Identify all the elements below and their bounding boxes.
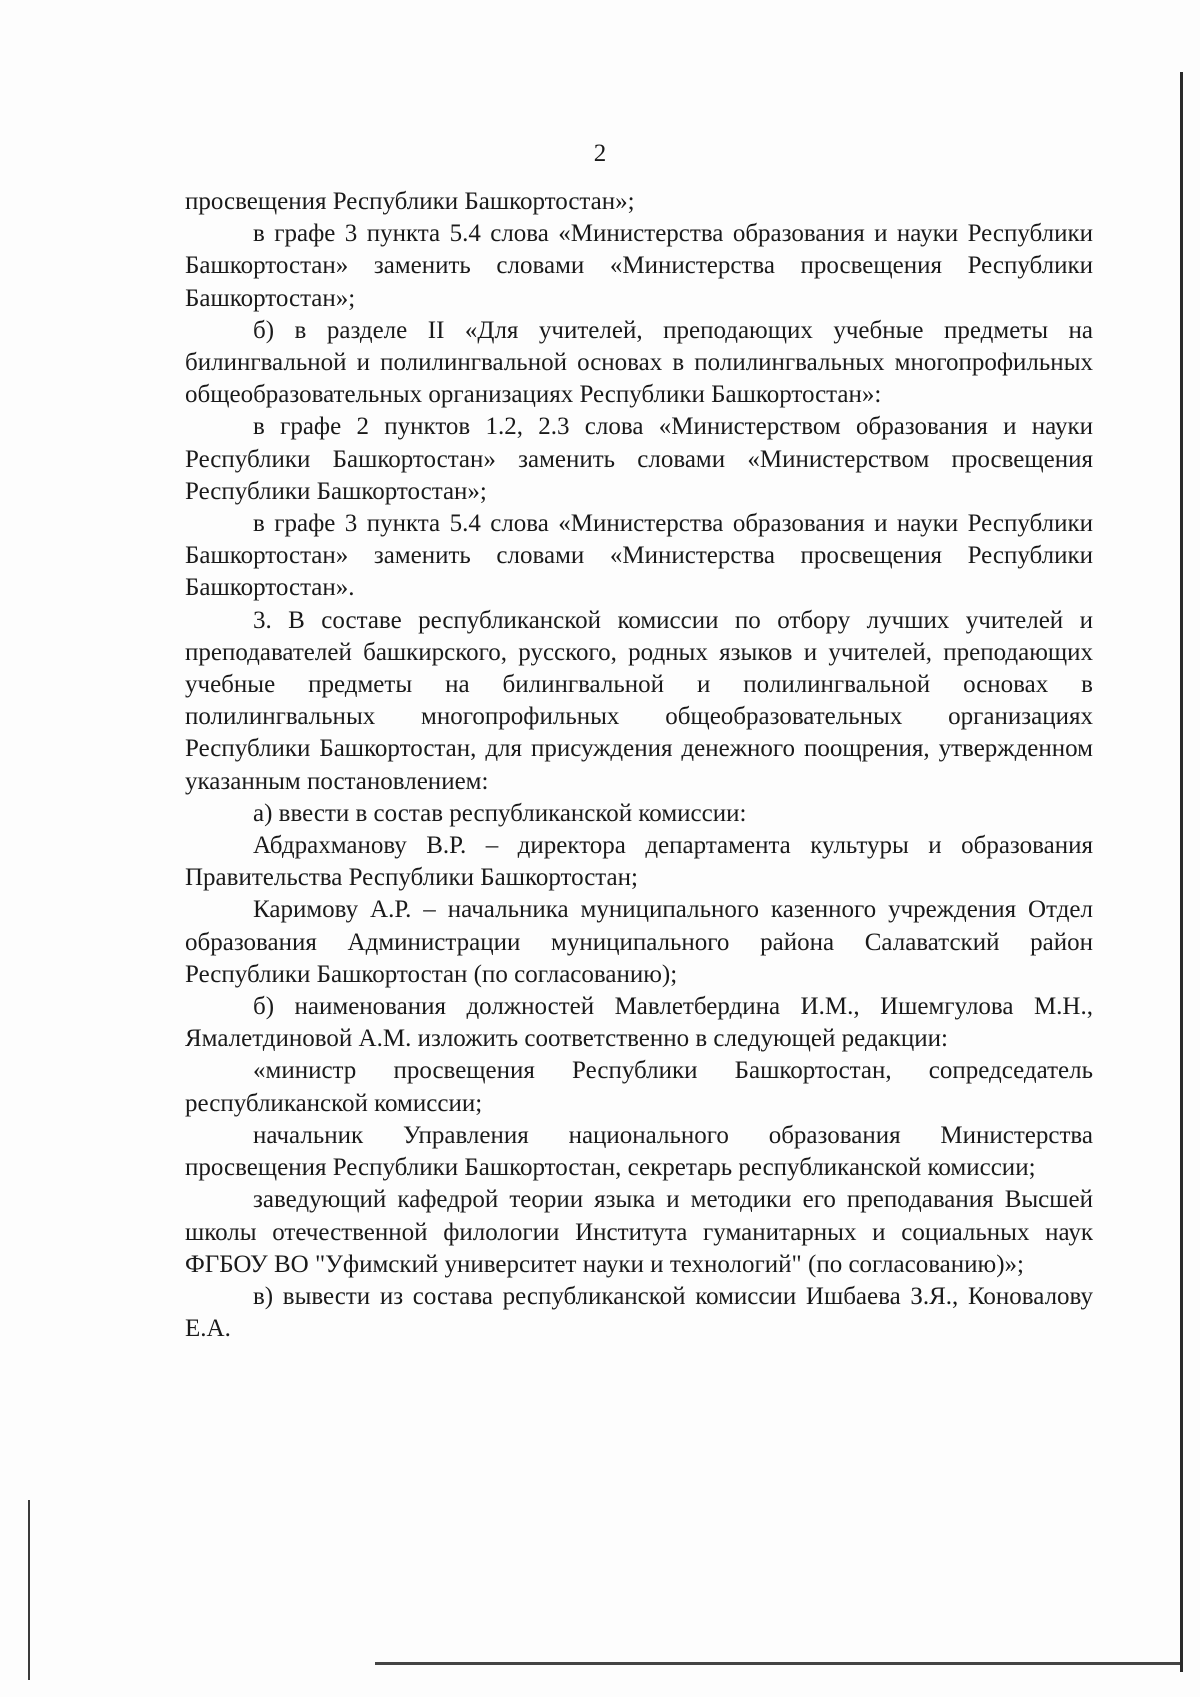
paragraph: в графе 3 пункта 5.4 слова «Министерства образования и науки Республики Башкортостан» заменить словами «Министерства просвещения Республики Башкортостан». (185, 510, 1093, 602)
paragraph: заведующий кафедрой теории языка и методики его преподавания Высшей школы отечественной филологии Института гуманитарных и социальных наук ФГБОУ ВО "Уфимский университет науки и технологий" (по согласованию)»; (185, 1186, 1093, 1278)
paragraph: б) в разделе II «Для учителей, преподающих учебные предметы на билингвальной и полилингвальной основах в полилингвальных многопрофильных общеобразовательных организациях Республики Башкортостан»: (185, 316, 1093, 409)
paragraph: в) вывести из состава республиканской комиссии Ишбаева З.Я., Коновалову Е.А. (185, 1282, 1093, 1343)
paragraph: Каримову А.Р. – начальника муниципального казенного учреждения Отдел образования Администрации муниципального района Салаватский район Республики Башкортостан (по согласованию); (185, 896, 1093, 988)
paragraph: Абдрахманову В.Р. – директора департамента культуры и образования Правительства Республики Башкортостан; (185, 832, 1093, 892)
document-body (185, 186, 1093, 1345)
page-number: 2 (593, 140, 607, 167)
paragraph: в графе 2 пунктов 1.2, 2.3 слова «Министерством образования и науки Республики Башкортостан» заменить словами «Министерством просвещения Республики Башкортостан»; (185, 413, 1093, 505)
paragraph: а) ввести в состав республиканской комиссии: (253, 799, 747, 827)
paragraph: б) наименования должностей Мавлетбердина И.М., Ишемгулова М.Н., Ямалетдиновой А.М. изложить соответственно в следующей редакции: (185, 993, 1093, 1053)
scan-edge-right (1180, 72, 1183, 1672)
paragraph: в графе 3 пункта 5.4 слова «Министерства образования и науки Республики Башкортостан» заменить словами «Министерства просвещения Республики Башкортостан»; (185, 220, 1093, 312)
scan-edge-bottom (375, 1662, 1180, 1665)
paragraph: просвещения Республики Башкортостан»; (185, 188, 635, 215)
scan-edge-left (28, 1500, 30, 1680)
paragraph: «министр просвещения Республики Башкортостан, сопредседатель республиканской комиссии; (185, 1057, 1093, 1117)
paragraph: 3. В составе республиканской комиссии по отбору лучших учителей и преподавателей башкирского, русского, родных языков и учителей, преподающих учебные предметы на билингвальной и полилингвальной основах в полилингвальных многопрофильных общеобразовательных организациях Республики Башкортостан, для присуждения денежного поощрения, утвержденном указанным постановлением: (185, 606, 1093, 795)
paragraph: начальник Управления национального образования Министерства просвещения Республики Башкортостан, секретарь республиканской комиссии; (185, 1121, 1093, 1182)
